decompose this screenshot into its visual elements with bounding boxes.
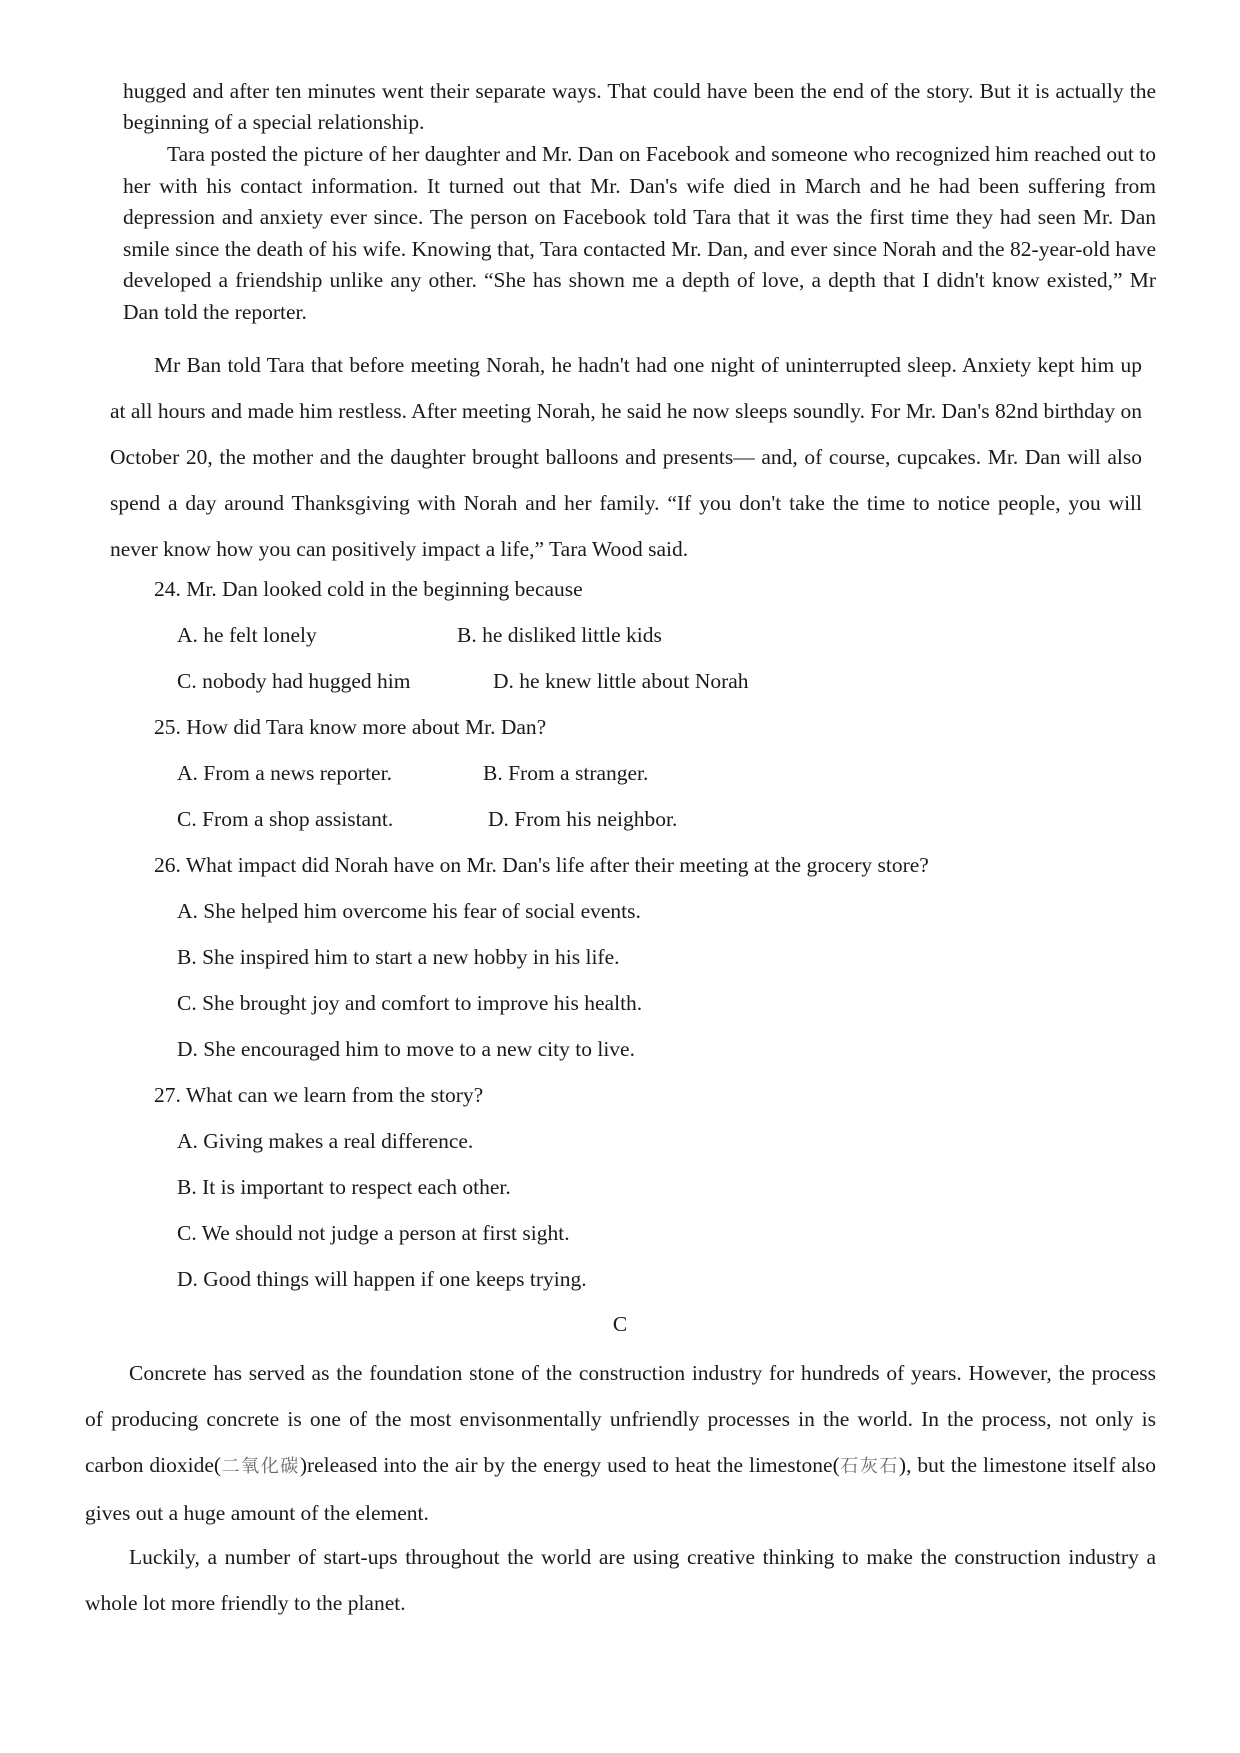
passage-c-p1-text-3: ), but the limestone itself also gives out a huge amount of the element. [85,1453,1157,1525]
question-26-stem: 26. What impact did Norah have on Mr. Dan's life after their meeting at the grocery store? [154,853,929,877]
question-24-stem: 24. Mr. Dan looked cold in the beginning because [154,577,583,601]
passage-c-p1-text-1: Concrete has served as the foundation stone of the construction industry for hundreds of years. However, the process of producing concrete is one of the most envisonmentally unfriendly processes in the world. In the process, not only is carbon dioxide( [85,1361,1156,1477]
question-25-stem: 25. How did Tara know more about Mr. Dan? [154,715,547,739]
question-25-options-row-2 [110,796,1150,842]
question-26-option-d[interactable]: D. She encouraged him to move to a new city to live. [177,1037,635,1061]
passage-b-paragraph-2: Tara posted the picture of her daughter and Mr. Dan on Facebook and someone who recognized him reached out to her with his contact information. It turned out that Mr. Dan's wife died in March and he had been suffering from depression and anxiety ever since. The person on Facebook told Tara that it was the first time they had seen Mr. Dan smile since the death of his wife. Knowing that, Tara contacted Mr. Dan, and ever since Norah and the 82-year-old have developed a friendship unlike any other. “She has shown me a depth of love, a depth that I didn't know existed,” Mr Dan told the reporter. [123,142,1156,324]
question-27-stem: 27. What can we learn from the story? [154,1083,484,1107]
question-27-option-a[interactable]: A. Giving makes a real difference. [177,1129,474,1153]
chinese-gloss-carbon-dioxide: 二氧化碳 [221,1456,300,1477]
question-24-options-row-2 [110,658,1150,704]
question-27-option-c[interactable]: C. We should not judge a person at first sight. [177,1221,570,1245]
section-c-heading: C [612,1312,628,1336]
question-25-options-row-1 [110,750,1150,796]
passage-b-paragraph-1: hugged and after ten minutes went their separate ways. That could have been the end of the story. But it is actually the beginning of a special relationship. [123,79,1156,134]
chinese-gloss-limestone: 石灰石 [839,1456,899,1477]
question-25-option-a[interactable]: A. From a news reporter. [177,761,392,785]
passage-c-p1-text-2: )released into the air by the energy used to heat the limestone( [299,1453,840,1477]
question-26-option-a[interactable]: A. She helped him overcome his fear of social events. [177,899,641,923]
question-25-option-c[interactable]: C. From a shop assistant. [177,807,394,831]
question-list [110,566,1150,1302]
question-27-option-d[interactable]: D. Good things will happen if one keeps trying. [177,1267,587,1291]
question-26-option-b[interactable]: B. She inspired him to start a new hobby in his life. [177,945,620,969]
passage-c-paragraph-1 [85,1350,1156,1536]
question-24-option-b[interactable]: B. he disliked little kids [457,623,662,647]
question-26-option-c[interactable]: C. She brought joy and comfort to improve his health. [177,991,643,1015]
question-24-option-c[interactable]: C. nobody had hugged him [177,669,411,693]
question-24-options-row-1 [110,612,1150,658]
question-25-option-b[interactable]: B. From a stranger. [483,761,649,785]
passage-b-paragraph-3: Mr Ban told Tara that before meeting Norah, he hadn't had one night of uninterrupted sleep. Anxiety kept him up at all hours and made him restless. After meeting Norah, he said he now sleeps soundly. For Mr. Dan's 82nd birthday on October 20, the mother and the daughter brought balloons and presents— and, of course, cupcakes. Mr. Dan will also spend a day around Thanksgiving with Norah and her family. “If you don't take the time to notice people, you will never know how you can positively impact a life,” Tara Wood said. [110,353,1142,561]
passage-c-paragraph-2: Luckily, a number of start-ups throughout the world are using creative thinking to make the construction industry a whole lot more friendly to the planet. [85,1545,1156,1615]
question-24-option-d[interactable]: D. he knew little about Norah [493,669,749,693]
question-24-option-a[interactable]: A. he felt lonely [177,623,317,647]
question-25-option-d[interactable]: D. From his neighbor. [488,807,678,831]
question-27-option-b[interactable]: B. It is important to respect each other. [177,1175,511,1199]
